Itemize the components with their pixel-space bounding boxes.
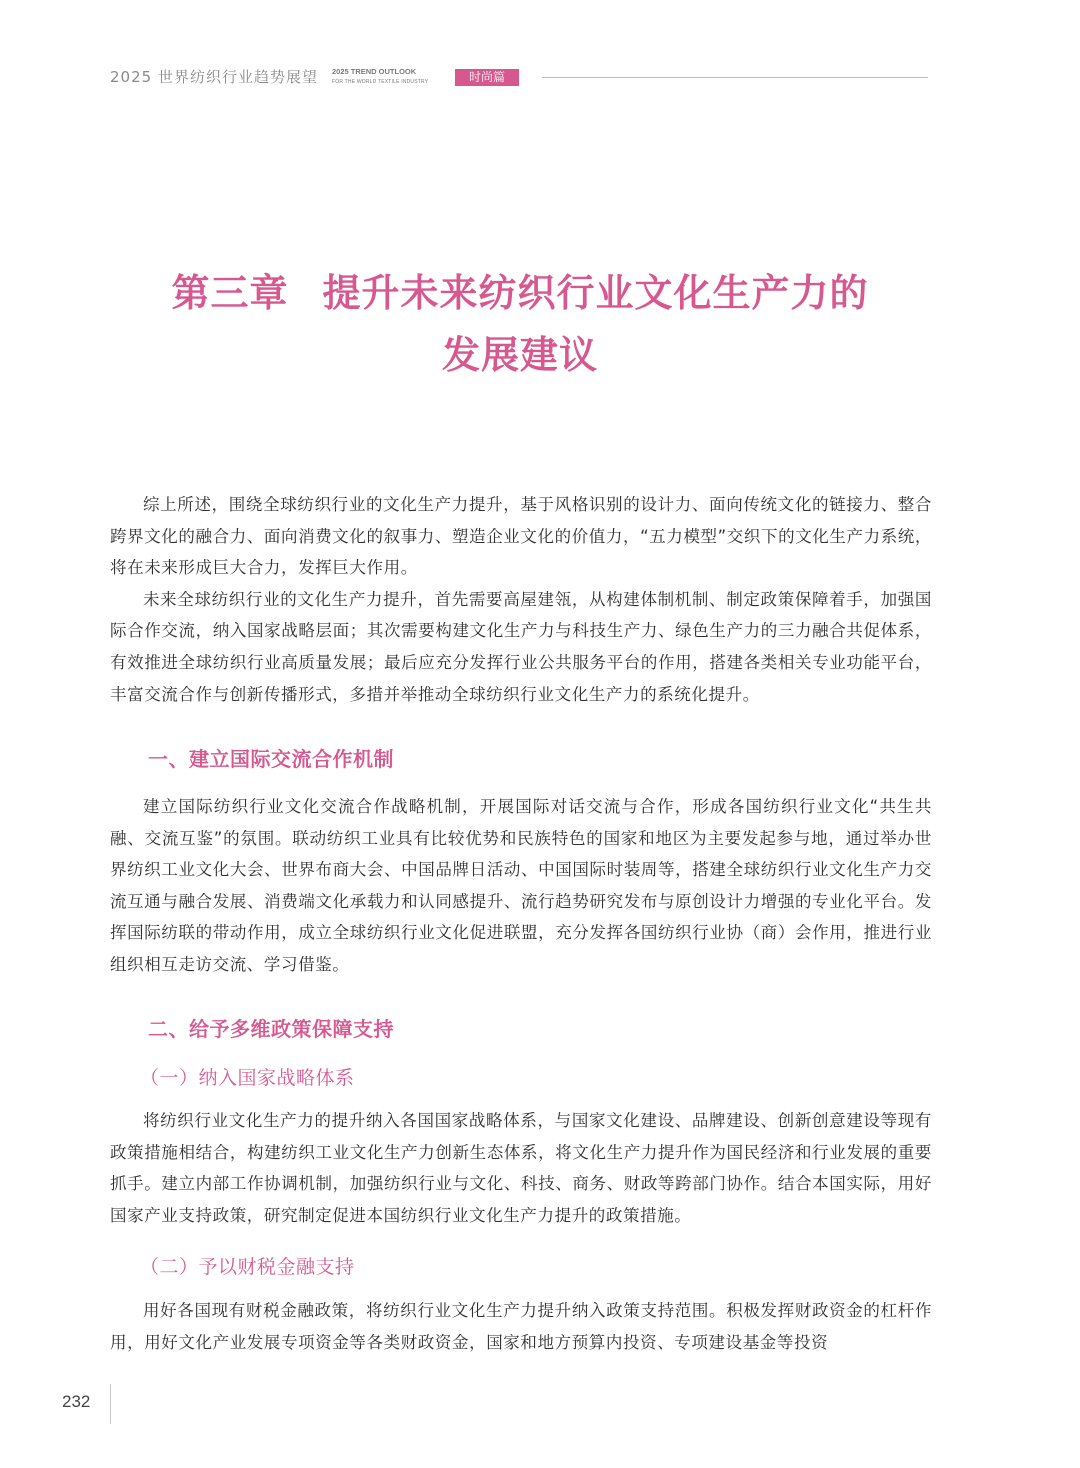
subsection2-body-block — [110, 1295, 932, 1358]
subsection1-body: 将纺织行业文化生产力的提升纳入各国国家战略体系，与国家文化建设、品牌建设、创新创意建设等现有政策措施相结合，构建纺织工业文化生产力创新生态体系，将文化生产力提升作为国民经济和行业发展的重要抓手。建立内部工作协调机制，加强纺织行业与文化、科技、商务、财政等跨部门协作。结合本国实际，用好国家产业支持政策，研究制定促进本国纺织行业文化生产力提升的政策措施。 — [110, 1111, 932, 1225]
section-heading-2: 二、给予多维政策保障支持 — [148, 1017, 394, 1041]
chapter-title-line2: 发展建议 — [441, 333, 598, 377]
section-heading-1: 一、建立国际交流合作机制 — [148, 747, 394, 771]
page-number: 232 — [62, 1392, 91, 1411]
page-number-rule — [110, 1384, 111, 1424]
subsection1-body-block — [110, 1105, 932, 1231]
publication-title-en — [332, 67, 428, 87]
chapter-number: 第三章 — [171, 271, 289, 315]
publication-title-en-sub: FOR THE WORLD TEXTILE INDUSTRY — [332, 79, 429, 85]
subsection2-body: 用好各国现有财税金融政策，将纺织行业文化生产力提升纳入政策支持范围。积极发挥财政资金的杠杆作用，用好文化产业发展专项资金等各类财政资金，国家和地方预算内投资、专项建设基金等投资 — [110, 1301, 932, 1352]
chapter-title-text1: 提升未来纺织行业文化生产力的 — [322, 271, 869, 315]
subsection-heading-2: （二）予以财税金融支持 — [140, 1256, 355, 1278]
subsection-heading-1: （一）纳入国家战略体系 — [140, 1067, 355, 1089]
publication-title-en-main: 2025 TREND OUTLOOK — [332, 67, 417, 76]
publication-title: 2025 世界纺织行业趋势展望 — [110, 68, 318, 86]
section1-body-block — [110, 791, 932, 981]
chapter-title — [0, 262, 1040, 386]
section-tag: 时尚篇 — [455, 69, 519, 86]
running-header — [110, 66, 930, 90]
chapter-title-line1 — [0, 262, 1040, 324]
header-rule — [542, 77, 928, 78]
intro-paragraph-1: 综上所述，围绕全球纺织行业的文化生产力提升，基于风格识别的设计力、面向传统文化的链接力、整合跨界文化的融合力、面向消费文化的叙事力、塑造企业文化的价值力，“五力模型”交织下的文化生产力系统，将在未来形成巨大合力，发挥巨大作用。 — [110, 495, 932, 578]
intro-section — [110, 489, 932, 710]
intro-paragraph-2: 未来全球纺织行业的文化生产力提升，首先需要高屋建瓴，从构建体制机制、制定政策保障着手，加强国际合作交流，纳入国家战略层面；其次需要构建文化生产力与科技生产力、绿色生产力的三力融合共促体系，有效推进全球纺织行业高质量发展；最后应充分发挥行业公共服务平台的作用，搭建各类相关专业功能平台，丰富交流合作与创新传播形式，多措并举推动全球纺织行业文化生产力的系统化提升。 — [110, 589, 932, 704]
section1-body: 建立国际纺织行业文化交流合作战略机制，开展国际对话交流与合作，形成各国纺织行业文化“共生共融、交流互鉴”的氛围。联动纺织工业具有比较优势和民族特色的国家和地区为主要发起参与地，通过举办世界纺织工业文化大会、世界布商大会、中国品牌日活动、中国国际时装周等，搭建全球纺织行业文化生产力交流互通与融合发展、消费端文化承载力和认同感提升、流行趋势研究发布与原创设计力增强的专业化平台。发挥国际纺联的带动作用，成立全球纺织行业文化促进联盟，充分发挥各国纺织行业协（商）会作用，推进行业组织相互走访交流、学习借鉴。 — [110, 797, 932, 974]
